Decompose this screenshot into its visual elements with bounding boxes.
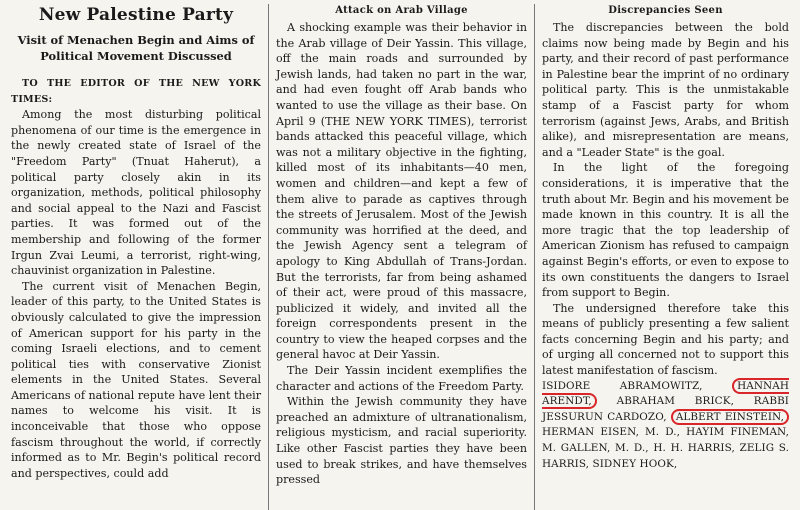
subheadline [11,32,261,64]
paragraph: The current visit of Menachen Begin, leader of this party, to the United States is obviously calculated to give the impression of American support for his party in the coming Israeli elections, and to cement political ties with conservative Zionist elements in the United States. Several Americans of national repute have lent their names to welcome his visit. It is inconceivable that those who oppose fascism throughout the world, if correctly informed as to Mr. Begin's political record and perspectives, could add [11,279,261,480]
signer-name: HERMAN EISEN, M. D., HAYIM FINEMAN, M. GALLEN, M. D., H. H. HARRIS, ZELIG S. HARRIS, SIDNEY HOOK, [542,426,789,470]
signer-name: ABRAHAM BRICK, RABBI JESSURUN CARDOZO, [542,395,790,423]
paragraph: The discrepancies between the bold claims now being made by Begin and his party, and their record of past performance in Palestine bear the imprint of no ordinary political party. This is the unmistakable stamp of a Fascist party for whom terrorism (against Jews, Arabs, and British alike), and misrepresentation are means, and a "Leader State" is the goal. [542,21,789,159]
column-left [4,4,268,510]
paragraph: Within the Jewish community they have preached an admixture of ultranationalism, religious mysticism, and racial superiority. Like other Fascist parties they have been used to break strikes, and have themselves pressed [276,395,527,487]
section-heading: Discrepancies Seen [608,5,723,16]
signer-name-circled: HANNAH ARENDT, [542,379,790,408]
subheadline-line-2: Political Movement Discussed [40,49,232,63]
subheadline-line-1: Visit of Menachen Begin and Aims of [17,33,255,47]
column-right [534,4,796,510]
paragraph: In the light of the foregoing considerations, it is imperative that the truth about Mr. Begin and his movement be made known in this country. It is all the more tragic that the top leadership of American Zionism has refused to campaign against Begin's efforts, or even to expose to its own constituents the dangers to Israel from support to Begin. [542,161,789,300]
paragraph: The undersigned therefore take this means of publicly presenting a few salient facts concerning Begin and his party; and of urging all concerned not to support this latest manifestation of fascism. [542,301,789,378]
paragraph: The Deir Yassin incident exemplifies the character and actions of the Freedom Party. [276,364,527,393]
column-middle [268,4,534,510]
signatories [542,379,789,473]
signer-name-circled: ALBERT EINSTEIN, [671,409,789,425]
headline: New Palestine Party [38,5,234,25]
section-heading: Attack on Arab Village [335,5,468,16]
salutation: TO THE EDITOR OF THE NEW YORK TIMES: [11,78,261,105]
paragraph: Among the most disturbing political phenomena of our time is the emergence in the newly created state of Israel of the "Freedom Party" (Tnuat Haherut), a political party closely akin in its organization, methods, political philosophy and social appeal to the Nazi and Fascist parties. It was formed out of the membership and following of the former Irgun Zvai Leumi, a terrorist, right-wing, chauvinist organization in Palestine. [11,108,261,278]
paragraph: A shocking example was their behavior in the Arab village of Deir Yassin. This village, off the main roads and surrounded by Jewish lands, had taken no part in the war, and had even fought off Arab bands who wanted to use the village as their base. On April 9 (THE NEW YORK TIMES), terrorist bands attacked this peaceful village, which was not a military objective in the fighting, killed most of its inhabitants—40 men, women and children—and kept a few of them alive to parade as captives through the streets of Jerusalem. Most of the Jewish community was horrified at the deed, and the Jewish Agency sent a telegram of apology to King Abdullah of Trans-Jordan. But the terrorists, far from being ashamed of their act, were proud of this massacre, publicized it widely, and invited all the foreign correspondents present in the country to view the heaped corpses and the general havoc at Deir Yassin. [276,21,527,362]
signer-name: ISIDORE ABRAMOWITZ, [542,379,703,392]
